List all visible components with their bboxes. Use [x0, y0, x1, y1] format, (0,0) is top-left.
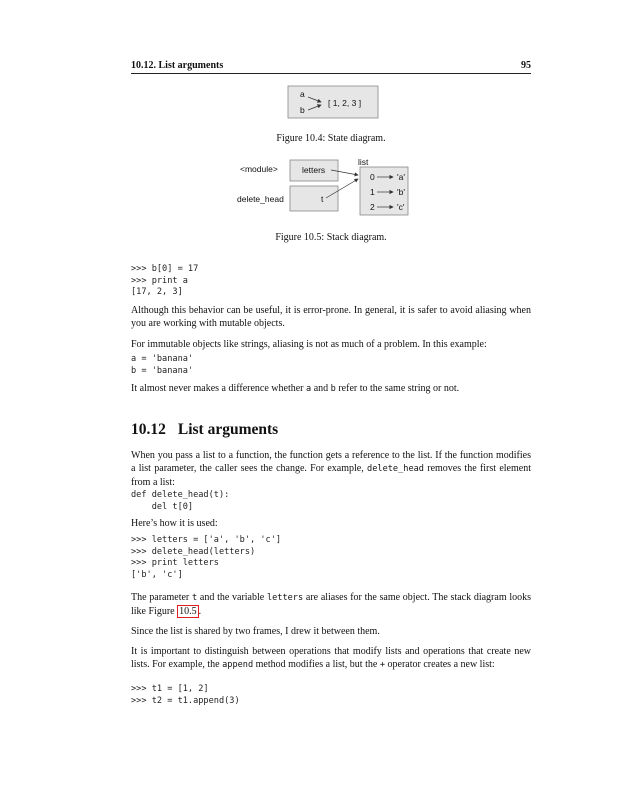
paragraph: The parameter t and the variable letters are aliases for the same object. The stack diagram looks like Figure 10.5 .	[131, 592, 531, 617]
inline-code: a	[306, 384, 312, 394]
code-block	[131, 535, 281, 581]
figure-stack-diagram	[230, 157, 420, 219]
code-line: del t[0]	[131, 501, 194, 512]
frame-box	[290, 186, 338, 211]
paragraph: For immutable objects like strings, aliasing is not as much of a problem. In this example:	[131, 339, 487, 350]
code-block	[131, 354, 193, 377]
code-block	[131, 264, 198, 299]
code-line: a = 'banana'	[131, 354, 194, 364]
inline-code: b	[330, 384, 336, 394]
inline-code: +	[379, 660, 385, 670]
header-section: 10.12. List arguments	[131, 60, 224, 71]
figure-state-diagram	[288, 86, 378, 118]
page-number: 95	[521, 60, 531, 71]
code-line: >>> b[0] = 17	[131, 264, 199, 274]
page-header	[131, 60, 531, 74]
list-label: list	[358, 157, 369, 167]
code-block	[131, 490, 229, 513]
paragraph: It is important to distinguish between operations that modify lists and operations that create new lists. For example, the append method modifies a list, but the + operator creates a new list:	[131, 646, 531, 670]
paragraph: It almost never makes a difference whether a and b refer to the same string or not.	[131, 383, 460, 394]
figure-caption: Figure 10.5: Stack diagram.	[275, 232, 387, 243]
code-line: b = 'banana'	[131, 365, 194, 376]
list-index: 1	[370, 187, 375, 197]
code-line: >>> t1 = [1, 2]	[131, 684, 209, 694]
code-block	[131, 684, 240, 707]
code-line: >>> letters = ['a', 'b', 'c']	[131, 535, 282, 545]
code-line: >>> print letters	[131, 558, 219, 568]
list-value: 'c'	[397, 202, 405, 212]
frame-label: delete_head	[237, 194, 284, 204]
inline-code: delete_head	[367, 464, 424, 474]
list-value: [ 1, 2, 3 ]	[328, 98, 362, 108]
paragraph: When you pass a list to a function, the function gets a reference to the list. If the function modifies a list parameter, the caller sees the change. For example, delete_head removes the first element from a list:	[131, 450, 531, 488]
section-title: List arguments	[177, 421, 279, 438]
paragraph: Although this behavior can be useful, it is error-prone. In general, it is safer to avoid aliasing when you are working with mutable objects.	[131, 305, 531, 329]
inline-code: letters	[266, 593, 304, 603]
var-a: a	[300, 89, 305, 99]
frame-label: <module>	[240, 164, 278, 174]
header-rule	[131, 73, 531, 74]
figure-caption: Figure 10.4: State diagram.	[276, 133, 386, 144]
code-line: >>> print a	[131, 275, 188, 286]
code-line: ['b', 'c']	[131, 569, 183, 580]
section-number: 10.12	[131, 421, 166, 438]
code-line: [17, 2, 3]	[131, 287, 183, 297]
list-index: 0	[370, 172, 375, 182]
inline-code: append	[222, 660, 254, 670]
list-value: 'a'	[397, 172, 405, 182]
code-line: def delete_head(t):	[131, 490, 230, 500]
inline-code: t	[191, 593, 198, 603]
list-value: 'b'	[397, 187, 405, 197]
paragraph: Since the list is shared by two frames, I drew it between them.	[131, 626, 380, 637]
code-line: >>> delete_head(letters)	[131, 546, 256, 557]
section-heading	[131, 421, 278, 439]
var-b: b	[300, 105, 305, 115]
frame-var: letters	[302, 165, 326, 175]
figure-reference-link[interactable]: 10.5	[179, 606, 197, 617]
code-line: >>> t2 = t1.append(3)	[131, 695, 240, 706]
list-index: 2	[370, 202, 375, 212]
paragraph: Here’s how it is used:	[131, 518, 218, 529]
frame-var: t	[321, 194, 324, 204]
